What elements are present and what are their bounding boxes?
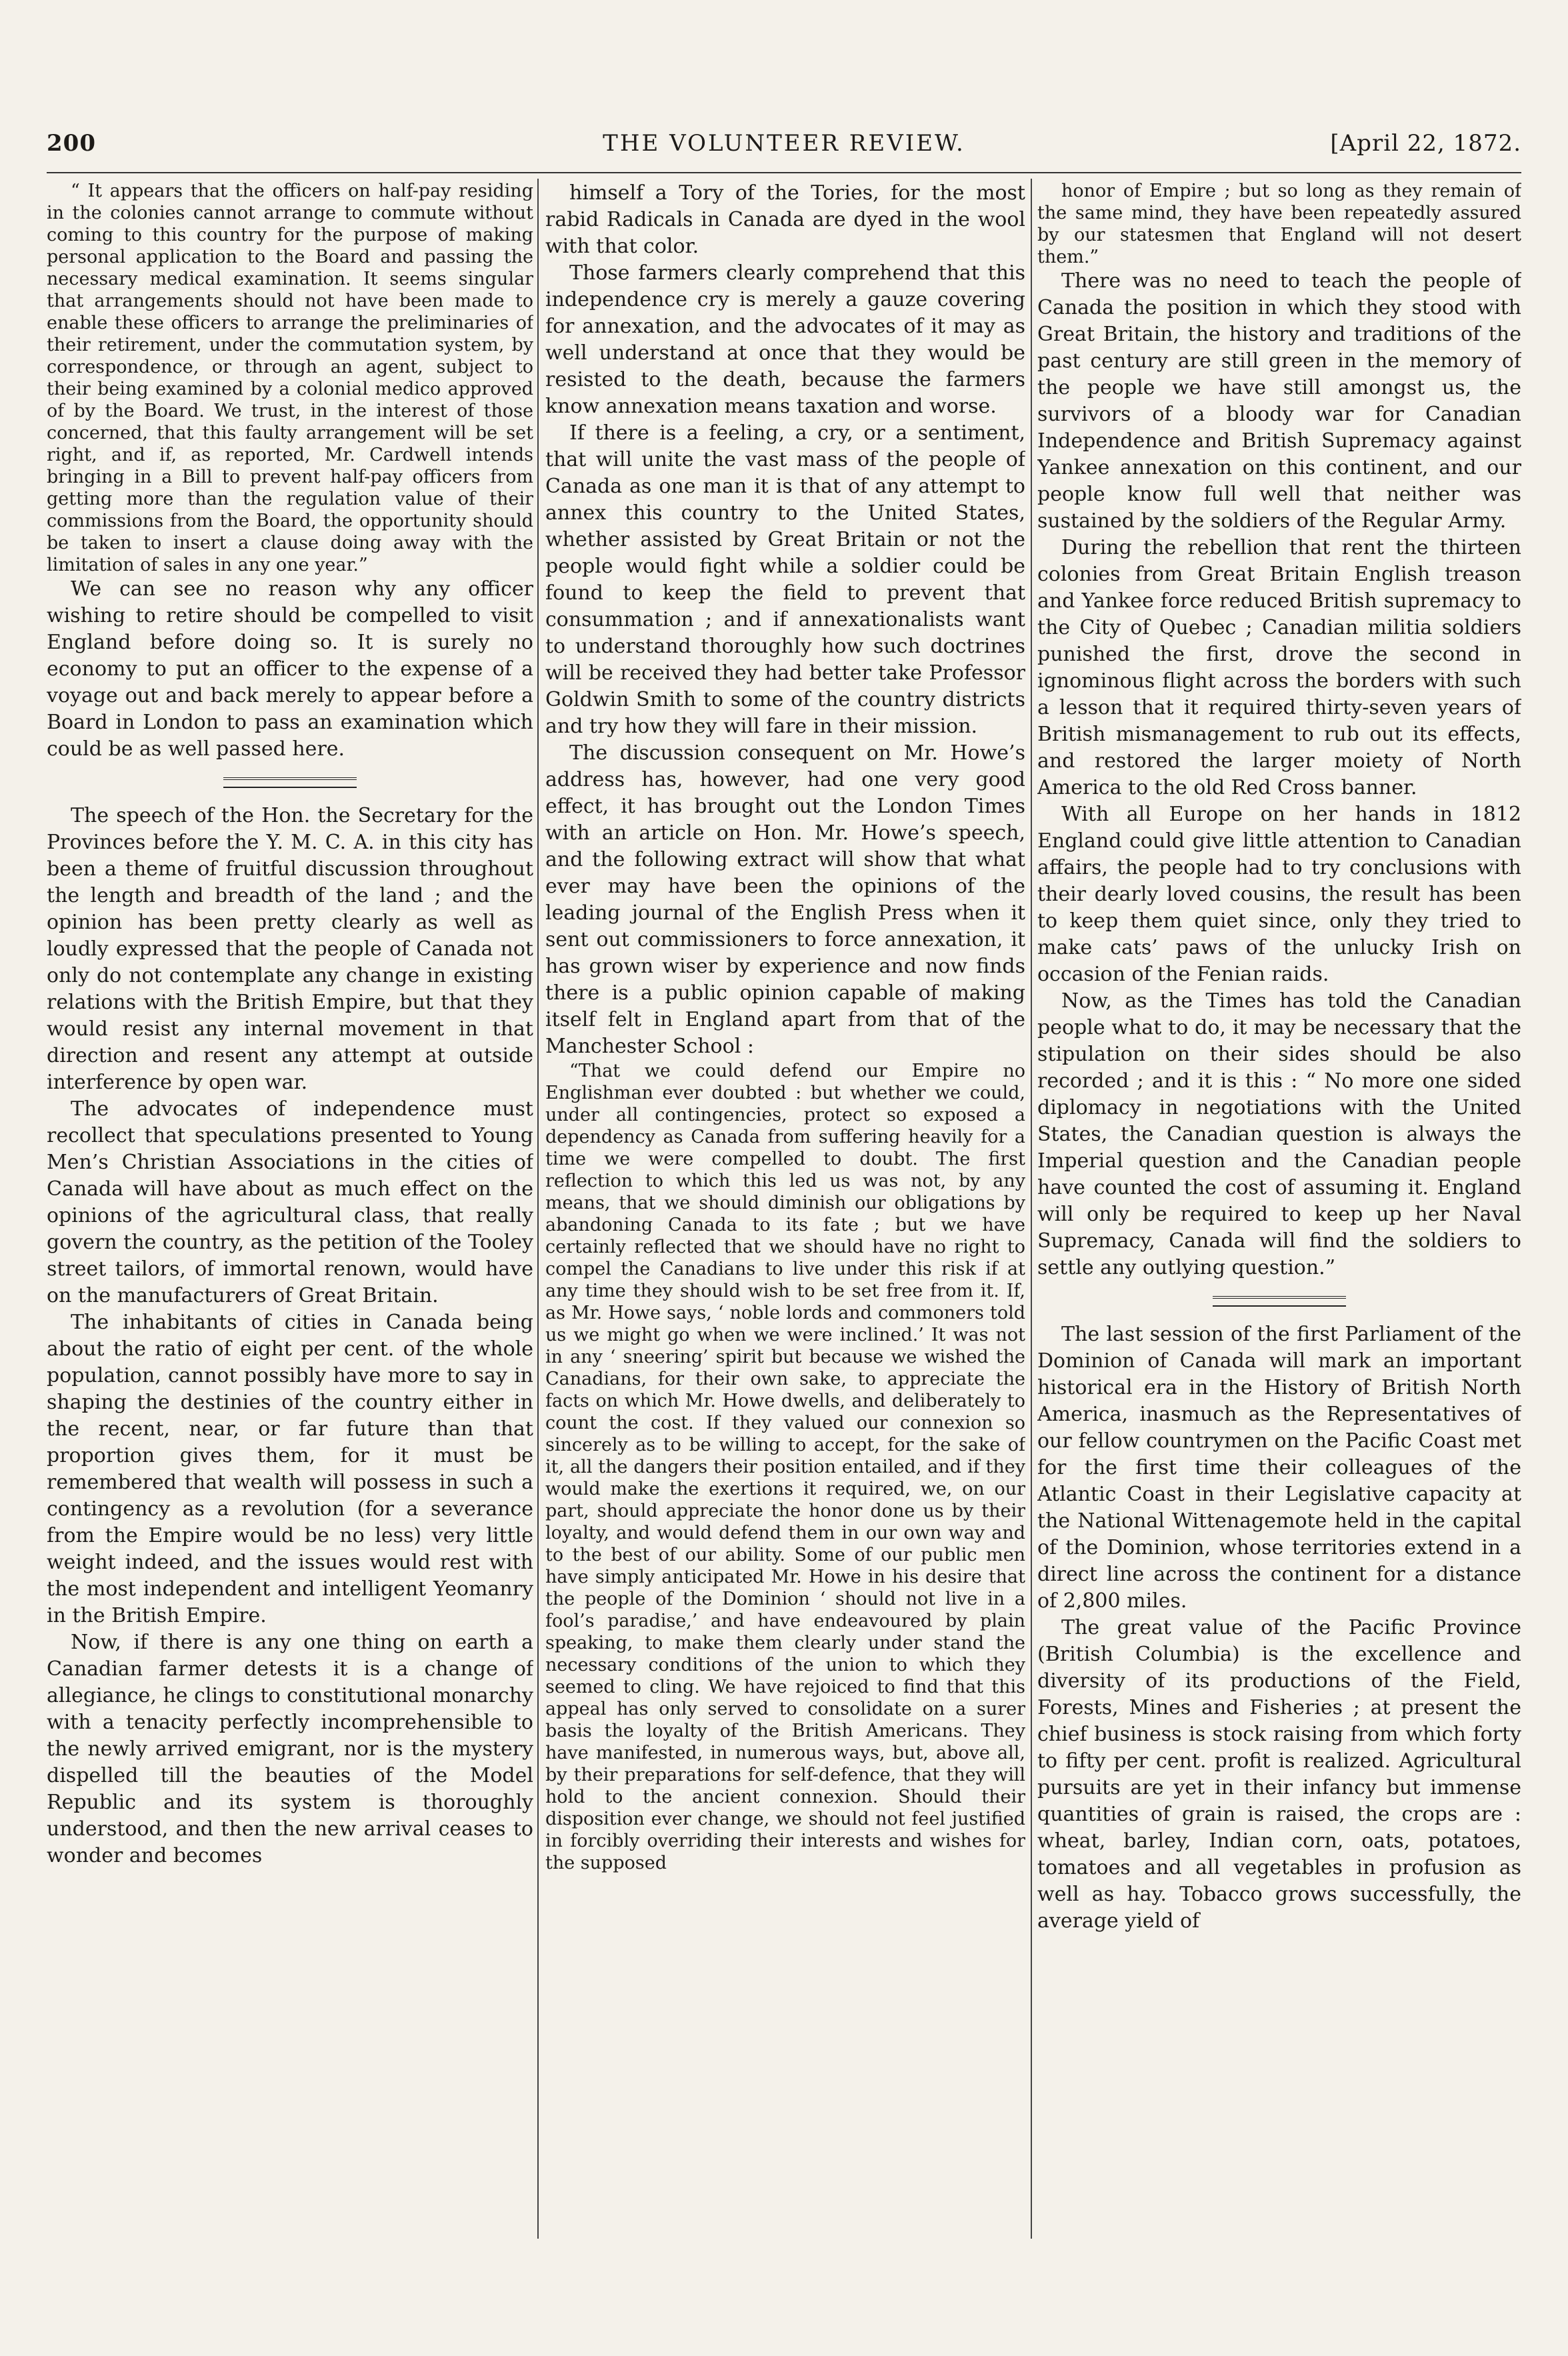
article-paragraph: Those farmers clearly comprehend that this independence cry is merely a gauze covering for annexation, and the advocates of it may as well understand at once that they would be resisted to the death, because the farmers know annexation means taxation and worse. bbox=[545, 261, 1025, 418]
issue-date: [April 22, 1872. bbox=[1330, 130, 1521, 157]
article-paragraph: The last session of the first Parliament of the Dominion of Canada will mark an important historical era in the History of British North America, inasmuch as the Representatives of our fellow countrymen on the Pacific Coast met for the first time their colleagues of the Atlantic Coast in their Legislative capacity at the National Wittenagemote held in the capital of the Dominion, whose territories extend in a direct line across the continent for a distance of 2,800 miles. bbox=[1037, 1323, 1521, 1613]
column-2 bbox=[545, 180, 1025, 2247]
article-paragraph: The inhabitants of cities in Canada being about the ratio of eight per cent. of the whole population, cannot possibly have more to say in shaping the destinies of the country either in the recent, near, or far future than that proportion gives them, for it must be remembered that wealth will possess in such a contingency as a revolution (for a severance from the Empire would be no less) very little weight indeed, and the issues would rest with the most independent and intelligent Yeomanry in the British Empire. bbox=[47, 1311, 533, 1627]
column-3 bbox=[1037, 180, 1521, 2247]
header-rule bbox=[47, 172, 1521, 173]
article-paragraph: himself a Tory of the Tories, for the most rabid Radicals in Canada are dyed in the wool with that color. bbox=[545, 181, 1025, 258]
article-paragraph: There was no need to teach the people of Canada the position in which they stood with Great Britain, the history and traditions of the past century are still green in the memory of the people we have still amongst us, the survivors of a bloody war for Canadian Independence and British Supremacy against Yankee annexation on this continent, and our people know full well that neither was sustained by the soldiers of the Regular Army. bbox=[1037, 269, 1521, 533]
section-separator bbox=[223, 777, 357, 788]
column-1 bbox=[47, 180, 533, 2247]
article-paragraph: With all Europe on her hands in 1812 England could give little attention to Canadian affairs, the people had to try conclusions with their dearly loved cousins, the result has been to keep them quiet since, only they tried to make cats’ paws of the unlucky Irish on occasion of the Fenian raids. bbox=[1037, 803, 1521, 986]
column-divider bbox=[1031, 179, 1032, 2239]
article-paragraph: The advocates of independence must recollect that speculations presented to Young Men’s Christian Associations in the cities of Canada will have about as much effect on the opinions of the agricultural class, that really govern the country, as the petition of the Tooley street tailors, of immortal renown, would have on the manufacturers of Great Britain. bbox=[47, 1097, 533, 1307]
section-separator bbox=[1213, 1296, 1346, 1307]
article-paragraph: Now, as the Times has told the Canadian people what to do, it may be necessary that the stipulation on their sides should be also recorded ; and it is this : “ No more one sided diplomacy in negotiations with the United States, the Canadian question is always the Imperial question and the Canadian people have counted the cost of assuming it. England will only be required to keep up her Naval Supremacy, Canada will find the soldiers to settle any outlying question.” bbox=[1037, 989, 1521, 1279]
quoted-paragraph: “That we could defend our Empire no Englishman ever doubted : but whether we could, under all contingencies, protect so exposed a dependency as Canada from suffering heavily for a time we were compelled to doubt. The first reflection to which this led us was not, by any means, that we should diminish our obligations by abandoning Canada to its fate ; but we have certainly reflected that we should have no right to compel the Canadians to live under this risk if at any time they should wish to be set free from it. If, as Mr. Howe says, ‘ noble lords and commoners told us we might go when we were inclined.’ It was not in any ‘ sneering’ spirit but because we wished the Canadians, for their own sake, to appreciate the facts on which Mr. Howe dwells, and deliberately to count the cost. If they valued our connexion so sincerely as to be willing to accept, for the sake of it, all the dangers their position entailed, and if they would make the exertions it required, we, on our part, should appreciate the honor done us by their loyalty, and would defend them in our own way and to the best of our ability. Some of our public men have simply anticipated Mr. Howe in his desire that the people of the Dominion ‘ should not live in a fool’s paradise,’ and have endeavoured by plain speaking, to make them clearly under stand the necessary conditions of the union to which they seemed to cling. We have rejoiced to find that this appeal has only served to consolidate on a surer basis the loyalty of the British Americans. They have manifested, in numerous ways, but, above all, by their preparations for self-defence, that they will hold to the ancient connexion. Should their disposition ever change, we should not feel justified in forcibly overriding their interests and wishes for the supposed bbox=[545, 1061, 1025, 1873]
article-paragraph: The speech of the Hon. the Secretary for the Provinces before the Y. M. C. A. in this city has been a theme of fruitful discussion throughout the length and breadth of the land ; and the opinion has been pretty clearly as well as loudly expressed that the people of Canada not only do not contemplate any change in existing relations with the British Empire, but that they would resist any internal movement in that direction and resent any attempt at outside interference by open war. bbox=[47, 804, 533, 1094]
page-number: 200 bbox=[47, 130, 96, 157]
article-paragraph: During the rebellion that rent the thirteen colonies from Great Britain English treason and Yankee force reduced British supremacy to the City of Quebec ; Canadian militia soldiers punished the first, drove the second in ignominous flight across the borders with such a lesson that it required thirty-seven years of British mismanagement to rub out its effects, and restored the larger moiety of North America to the old Red Cross banner. bbox=[1037, 536, 1521, 799]
article-paragraph: If there is a feeling, a cry, or a sentiment, that will unite the vast mass of the people of Canada as one man it is that of any attempt to annex this country to the United States, whether assisted by Great Britain or not the people would fight while a soldier could be found to keep the field to prevent that consummation ; and if annexationalists want to understand thoroughly how such doctrines will be received they had better take Professor Goldwin Smith to some of the country districts and try how they will fare in their mission. bbox=[545, 421, 1025, 738]
page-header bbox=[47, 130, 1521, 170]
column-divider bbox=[537, 179, 539, 2239]
quoted-paragraph: “ It appears that the officers on half-pay residing in the colonies cannot arrange to commute without coming to this country for the purpose of making personal application to the Board and passing the necessary medical examination. It seems singular that arrangements should not have been made to enable these officers to arrange the preliminaries of their retirement, under the commutation system, by correspondence, or through an agent, subject to their being examined by a colonial medico approved of by the Board. We trust, in the interest of those concerned, that this faulty arrangement will be set right, and if, as reported, Mr. Cardwell intends bringing in a Bill to prevent half-pay officers from getting more than the regulation value of their commissions from the Board, the opportunity should be taken to insert a clause doing away with the limitation of sales in any one year.” bbox=[47, 181, 533, 575]
article-paragraph: The discussion consequent on Mr. Howe’s address has, however, had one very good effect, it has brought out the London Times with an article on Hon. Mr. Howe’s speech, and the following extract will show that what ever may have been the opinions of the leading journal of the English Press when it sent out commissioners to force annexation, it has grown wiser by experience and now finds there is a public opinion capable of making itself felt in England apart from that of the Manchester School : bbox=[545, 741, 1025, 1058]
article-paragraph: The great value of the Pacific Province (British Columbia) is the excellence and diversity of its productions of the Field, Forests, Mines and Fisheries ; at present the chief business is stock raising from which forty to fifty per cent. profit is realized. Agricultural pursuits are yet in their infancy but immense quantities of grain is raised, the crops are : wheat, barley, Indian corn, oats, potatoes, tomatoes and all vegetables in profusion as well as hay. Tobacco grows successfully, the average yield of bbox=[1037, 1616, 1521, 1933]
article-paragraph: We can see no reason why any officer wishing to retire should be compelled to visit England before doing so. It is surely no economy to put an officer to the expense of a voyage out and back merely to appear before a Board in London to pass an examination which could be as well passed here. bbox=[47, 577, 533, 761]
article-paragraph: Now, if there is any one thing on earth a Canadian farmer detests it is a change of allegiance, he clings to constitutional monarchy with a tenacity perfectly incomprehensible to the newly arrived emigrant, nor is the mystery dispelled till the beauties of the Model Republic and its system is thoroughly understood, and then the new arrival ceases to wonder and becomes bbox=[47, 1631, 533, 1867]
quoted-paragraph: honor of Empire ; but so long as they remain of the same mind, they have been repeatedly assured by our statesmen that England will not desert them.” bbox=[1037, 181, 1521, 267]
masthead-title: THE VOLUNTEER REVIEW. bbox=[603, 130, 965, 157]
